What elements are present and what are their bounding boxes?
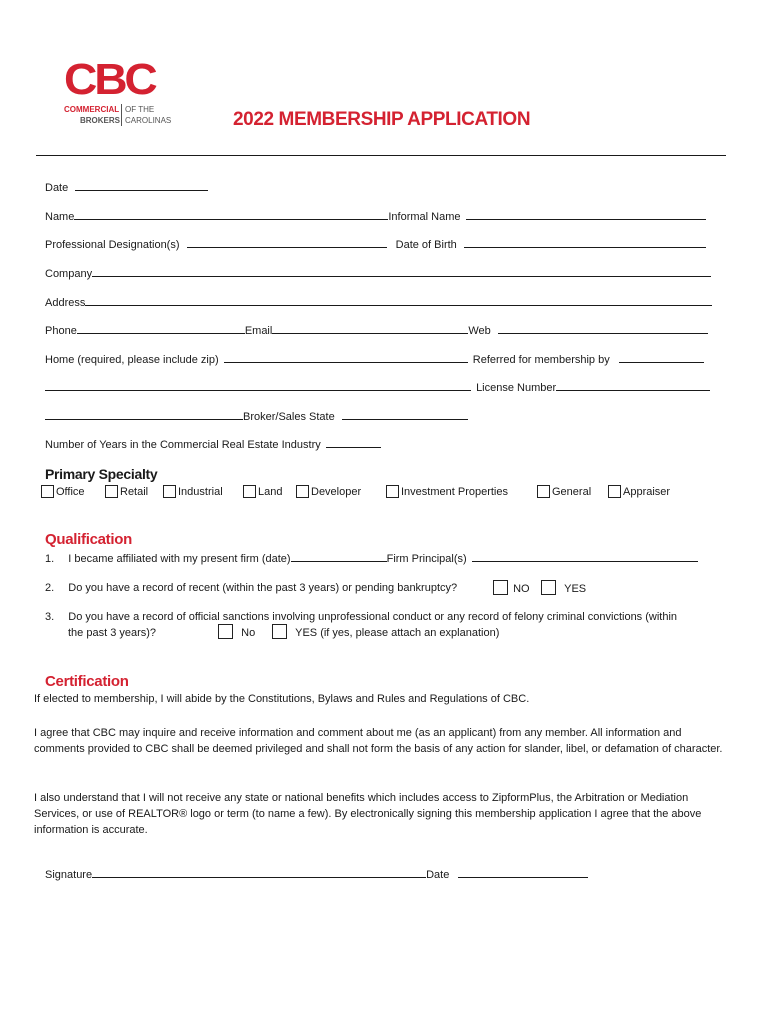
- home-row: [45, 352, 704, 367]
- name-field[interactable]: [74, 209, 388, 220]
- checkbox[interactable]: [386, 485, 399, 498]
- specialty-office[interactable]: Office: [41, 485, 85, 499]
- signature-date-label: Date: [426, 869, 450, 881]
- web-field[interactable]: [498, 323, 708, 334]
- logo-of-the: OF THE: [125, 105, 155, 114]
- company-field[interactable]: [92, 266, 711, 277]
- question-2: 2. Do you have a record of recent (within the past 3 years) or pending bankruptcy?: [45, 582, 458, 594]
- referred-field[interactable]: [619, 352, 704, 363]
- date-field[interactable]: [75, 180, 208, 191]
- checkbox[interactable]: [541, 580, 556, 595]
- question-1: 1. I became affiliated with my present firm (date) Firm Principal(s): [45, 551, 698, 566]
- specialty-investment[interactable]: Investment Properties: [386, 485, 508, 499]
- years-label: Number of Years in the Commercial Real Estate Industry: [45, 439, 321, 451]
- checkbox[interactable]: [41, 485, 54, 498]
- specialty-land[interactable]: Land: [243, 485, 282, 499]
- firm-principal-field[interactable]: [472, 551, 698, 562]
- years-row: [45, 437, 381, 452]
- name-row: [45, 209, 706, 224]
- years-field[interactable]: [326, 437, 381, 448]
- checkbox[interactable]: [218, 624, 233, 639]
- specialty-developer[interactable]: Developer: [296, 485, 361, 499]
- question-3-line2: the past 3 years)?: [68, 627, 157, 639]
- checkbox[interactable]: [105, 485, 118, 498]
- license-row: [45, 380, 710, 395]
- phone-field[interactable]: [77, 323, 245, 334]
- dob-label: Date of Birth: [395, 239, 457, 251]
- email-field[interactable]: [272, 323, 468, 334]
- checkbox[interactable]: [608, 485, 621, 498]
- dob-field[interactable]: [464, 237, 706, 248]
- phone-label: Phone: [45, 325, 77, 337]
- informal-name-field[interactable]: [466, 209, 706, 220]
- broker-row: [45, 409, 468, 424]
- page-title: 2022 MEMBERSHIP APPLICATION: [233, 109, 531, 130]
- certification-p3: I also understand that I will not receive any state or national benefits which includes access to ZipformPlus, the Arbitration or Mediation Services, or use of REALTOR® logo or term (to name a few). By electronically signing this membership application I agree that the above information is accurate.: [34, 792, 702, 836]
- date-row: [45, 180, 208, 195]
- address-field[interactable]: [85, 295, 712, 306]
- phone-row: [45, 323, 708, 338]
- certification-p2: I agree that CBC may inquire and receive information and comment about me (as an applicant) from any member. All information and comments provided to CBC shall be deemed privileged and shall not form the basis of any action for slander, libel, or defamation of character.: [34, 727, 723, 755]
- checkbox[interactable]: [163, 485, 176, 498]
- certification-p1: If elected to membership, I will abide by the Constitutions, Bylaws and Rules and Regulations of CBC.: [34, 693, 530, 705]
- address-row: [45, 295, 712, 310]
- broker-state-field-2[interactable]: [342, 409, 468, 420]
- home-field[interactable]: [224, 352, 468, 363]
- company-label: Company: [45, 268, 93, 280]
- checkbox[interactable]: [296, 485, 309, 498]
- logo-brokers: BROKERS: [80, 116, 121, 125]
- referred-label: Referred for membership by: [472, 354, 610, 366]
- address-label: Address: [45, 297, 86, 309]
- logo-carolinas: CAROLINAS: [125, 116, 172, 125]
- specialty-heading: Primary Specialty: [45, 466, 158, 482]
- designation-row: [45, 237, 706, 252]
- cbc-logo: [64, 55, 172, 134]
- specialty-appraiser[interactable]: Appraiser: [608, 485, 670, 499]
- signature-row: [45, 867, 588, 882]
- header-rule: [36, 155, 726, 156]
- broker-state-field[interactable]: [45, 409, 243, 420]
- designation-field[interactable]: [187, 237, 387, 248]
- email-label: Email: [244, 325, 273, 337]
- signature-field[interactable]: [92, 867, 426, 878]
- qualification-heading: Qualification: [45, 531, 132, 548]
- specialty-industrial[interactable]: Industrial: [163, 485, 223, 499]
- home-label: Home (required, please include zip): [45, 354, 219, 366]
- affiliation-date-field[interactable]: [291, 551, 387, 562]
- designation-label: Professional Designation(s): [45, 239, 180, 251]
- license-field[interactable]: [556, 380, 710, 391]
- sanctions-no[interactable]: No: [218, 624, 255, 640]
- specialty-general[interactable]: General: [537, 485, 591, 499]
- bankruptcy-yes[interactable]: YES: [541, 580, 586, 596]
- checkbox[interactable]: [243, 485, 256, 498]
- company-row: [45, 266, 711, 281]
- license-label: License Number: [476, 382, 557, 394]
- informal-name-label: Informal Name: [388, 211, 461, 223]
- checkbox[interactable]: [493, 580, 508, 595]
- specialty-retail[interactable]: Retail: [105, 485, 148, 499]
- logo-commercial: COMMERCIAL: [64, 105, 120, 114]
- certification-heading: Certification: [45, 673, 129, 690]
- web-label: Web: [468, 325, 491, 337]
- logo-mark: CBC: [64, 55, 155, 104]
- broker-label: Broker/Sales State: [243, 411, 335, 423]
- name-label: Name: [45, 211, 75, 223]
- sanctions-yes[interactable]: YES (if yes, please attach an explanation): [272, 624, 499, 640]
- home-field-continued[interactable]: [45, 380, 471, 391]
- logo-divider: [121, 104, 122, 126]
- bankruptcy-no[interactable]: NO: [493, 580, 530, 596]
- checkbox[interactable]: [537, 485, 550, 498]
- question-3: 3. Do you have a record of official sanctions involving unprofessional conduct or any record of felony criminal convictions (within: [45, 611, 678, 623]
- signature-label: Signature: [45, 869, 93, 881]
- checkbox[interactable]: [272, 624, 287, 639]
- signature-date-field[interactable]: [458, 867, 588, 878]
- date-label: Date: [45, 182, 69, 194]
